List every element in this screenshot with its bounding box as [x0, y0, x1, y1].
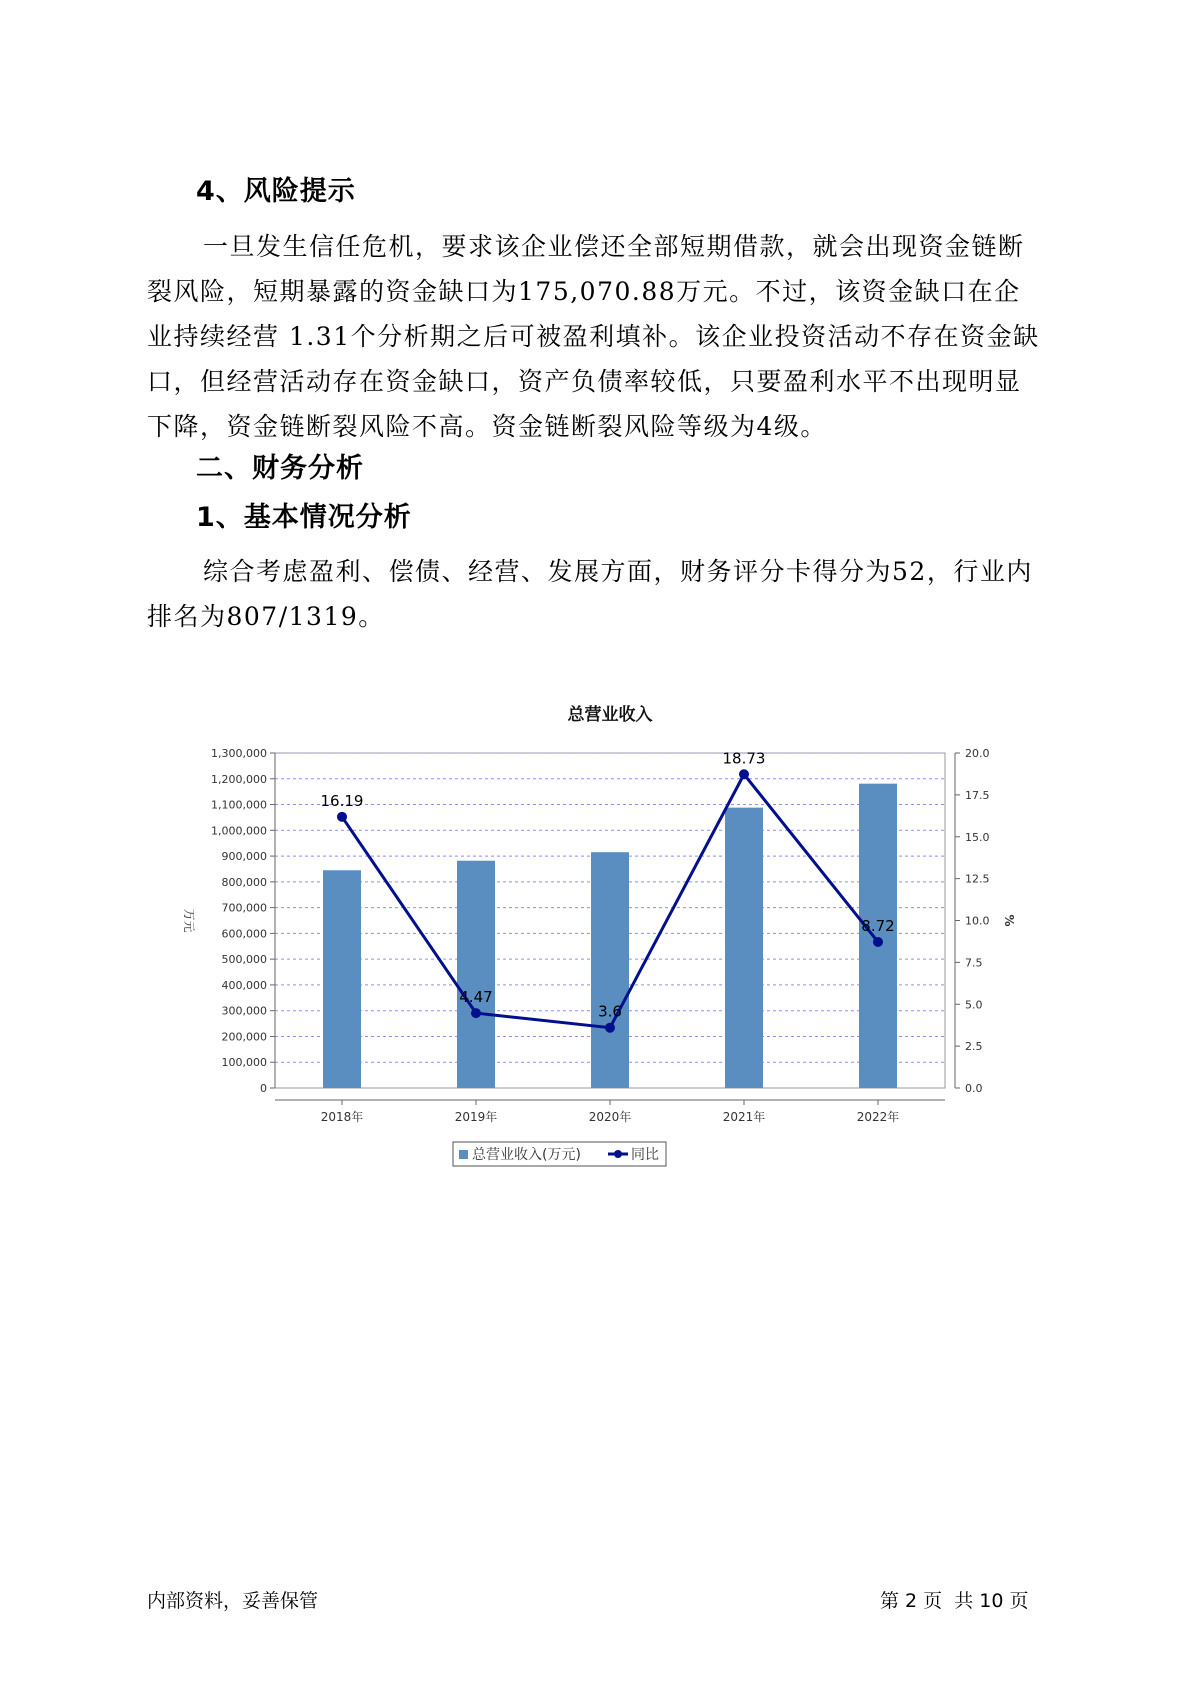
y-tick-label: 900,000 [221, 850, 267, 864]
revenue-chart [170, 700, 1050, 1170]
x-tick-label: 2018年 [320, 1110, 364, 1124]
yoy-data-label: 3.6 [598, 1002, 622, 1021]
risk-paragraph [147, 224, 1047, 449]
chart-title: 总营业收入 [567, 705, 653, 725]
bar [591, 852, 629, 1088]
yoy-point [471, 1008, 481, 1018]
bar [323, 870, 361, 1088]
yoy-point [605, 1023, 615, 1033]
y-axis-label: 万元 [182, 908, 196, 933]
yoy-point [337, 812, 347, 822]
legend-swatch-point [614, 1150, 622, 1158]
y-tick-label: 200,000 [221, 1030, 267, 1044]
y2-tick-label: 17.5 [965, 788, 990, 802]
section-heading-finance: 二、财务分析 [196, 453, 364, 484]
y2-tick-label: 15.0 [965, 830, 990, 844]
x-tick-label: 2022年 [856, 1110, 900, 1124]
finance-paragraph [147, 549, 1047, 639]
y-tick-label: 700,000 [221, 901, 267, 915]
subsection-heading-basic: 1、基本情况分析 [196, 502, 412, 533]
yoy-data-label: 8.72 [861, 916, 895, 935]
y-tick-label: 400,000 [221, 978, 267, 992]
y-tick-label: 1,100,000 [211, 798, 267, 812]
y2-tick-label: 7.5 [965, 956, 983, 970]
y2-tick-label: 12.5 [965, 872, 990, 886]
section-heading-risk: 4、风险提示 [196, 176, 356, 207]
y-tick-label: 1,200,000 [211, 772, 267, 786]
legend-label-revenue: 总营业收入(万元) [472, 1147, 581, 1163]
y-tick-label: 800,000 [221, 875, 267, 889]
legend-swatch-bar [459, 1150, 468, 1159]
y-tick-label: 300,000 [221, 1004, 267, 1018]
y2-tick-label: 10.0 [965, 914, 990, 928]
bar [725, 808, 763, 1088]
y2-tick-label: 20.0 [965, 747, 990, 760]
footer-page-number: 第 2 页 共 10 页 [880, 1590, 1029, 1612]
y-tick-label: 500,000 [221, 953, 267, 967]
bar [457, 861, 495, 1088]
yoy-data-label: 18.73 [722, 749, 766, 768]
yoy-data-label: 16.19 [320, 791, 364, 810]
x-tick-label: 2021年 [722, 1110, 766, 1124]
yoy-point [873, 937, 883, 947]
bar [859, 784, 897, 1088]
legend-label-yoy: 同比 [631, 1147, 659, 1163]
yoy-data-label: 4.47 [459, 988, 493, 1007]
y-tick-label: 100,000 [221, 1056, 267, 1070]
footer-confidential: 内部资料，妥善保管 [147, 1590, 319, 1612]
y2-tick-label: 5.0 [965, 998, 983, 1012]
y-tick-label: 0 [260, 1082, 267, 1095]
y-tick-label: 1,000,000 [211, 824, 267, 838]
risk-paragraph-text: 一旦发生信任危机，要求该企业偿还全部短期借款，就会出现资金链断裂风险，短期暴露的资金缺口为175,070.88万元。不过，该资金缺口在企业持续经营 1.31个分析期之后可被盈利填补。该企业投资活动不存在资金缺口，但经营活动存在资金缺口，资产负债率较低，只要盈利水平不出现明显下降，资金链断裂风险不高。资金链断裂风险等级为4级。 [147, 232, 1040, 441]
y-tick-label: 1,300,000 [211, 747, 267, 760]
y2-axis-label: % [1002, 914, 1016, 927]
x-tick-label: 2019年 [454, 1110, 498, 1124]
yoy-point [739, 769, 749, 779]
finance-paragraph-text: 综合考虑盈利、偿债、经营、发展方面，财务评分卡得分为52，行业内排名为807/1319。 [147, 557, 1033, 631]
y2-tick-label: 2.5 [965, 1040, 983, 1054]
x-tick-label: 2020年 [588, 1110, 632, 1124]
y2-tick-label: 0.0 [965, 1082, 983, 1095]
y-tick-label: 600,000 [221, 927, 267, 941]
